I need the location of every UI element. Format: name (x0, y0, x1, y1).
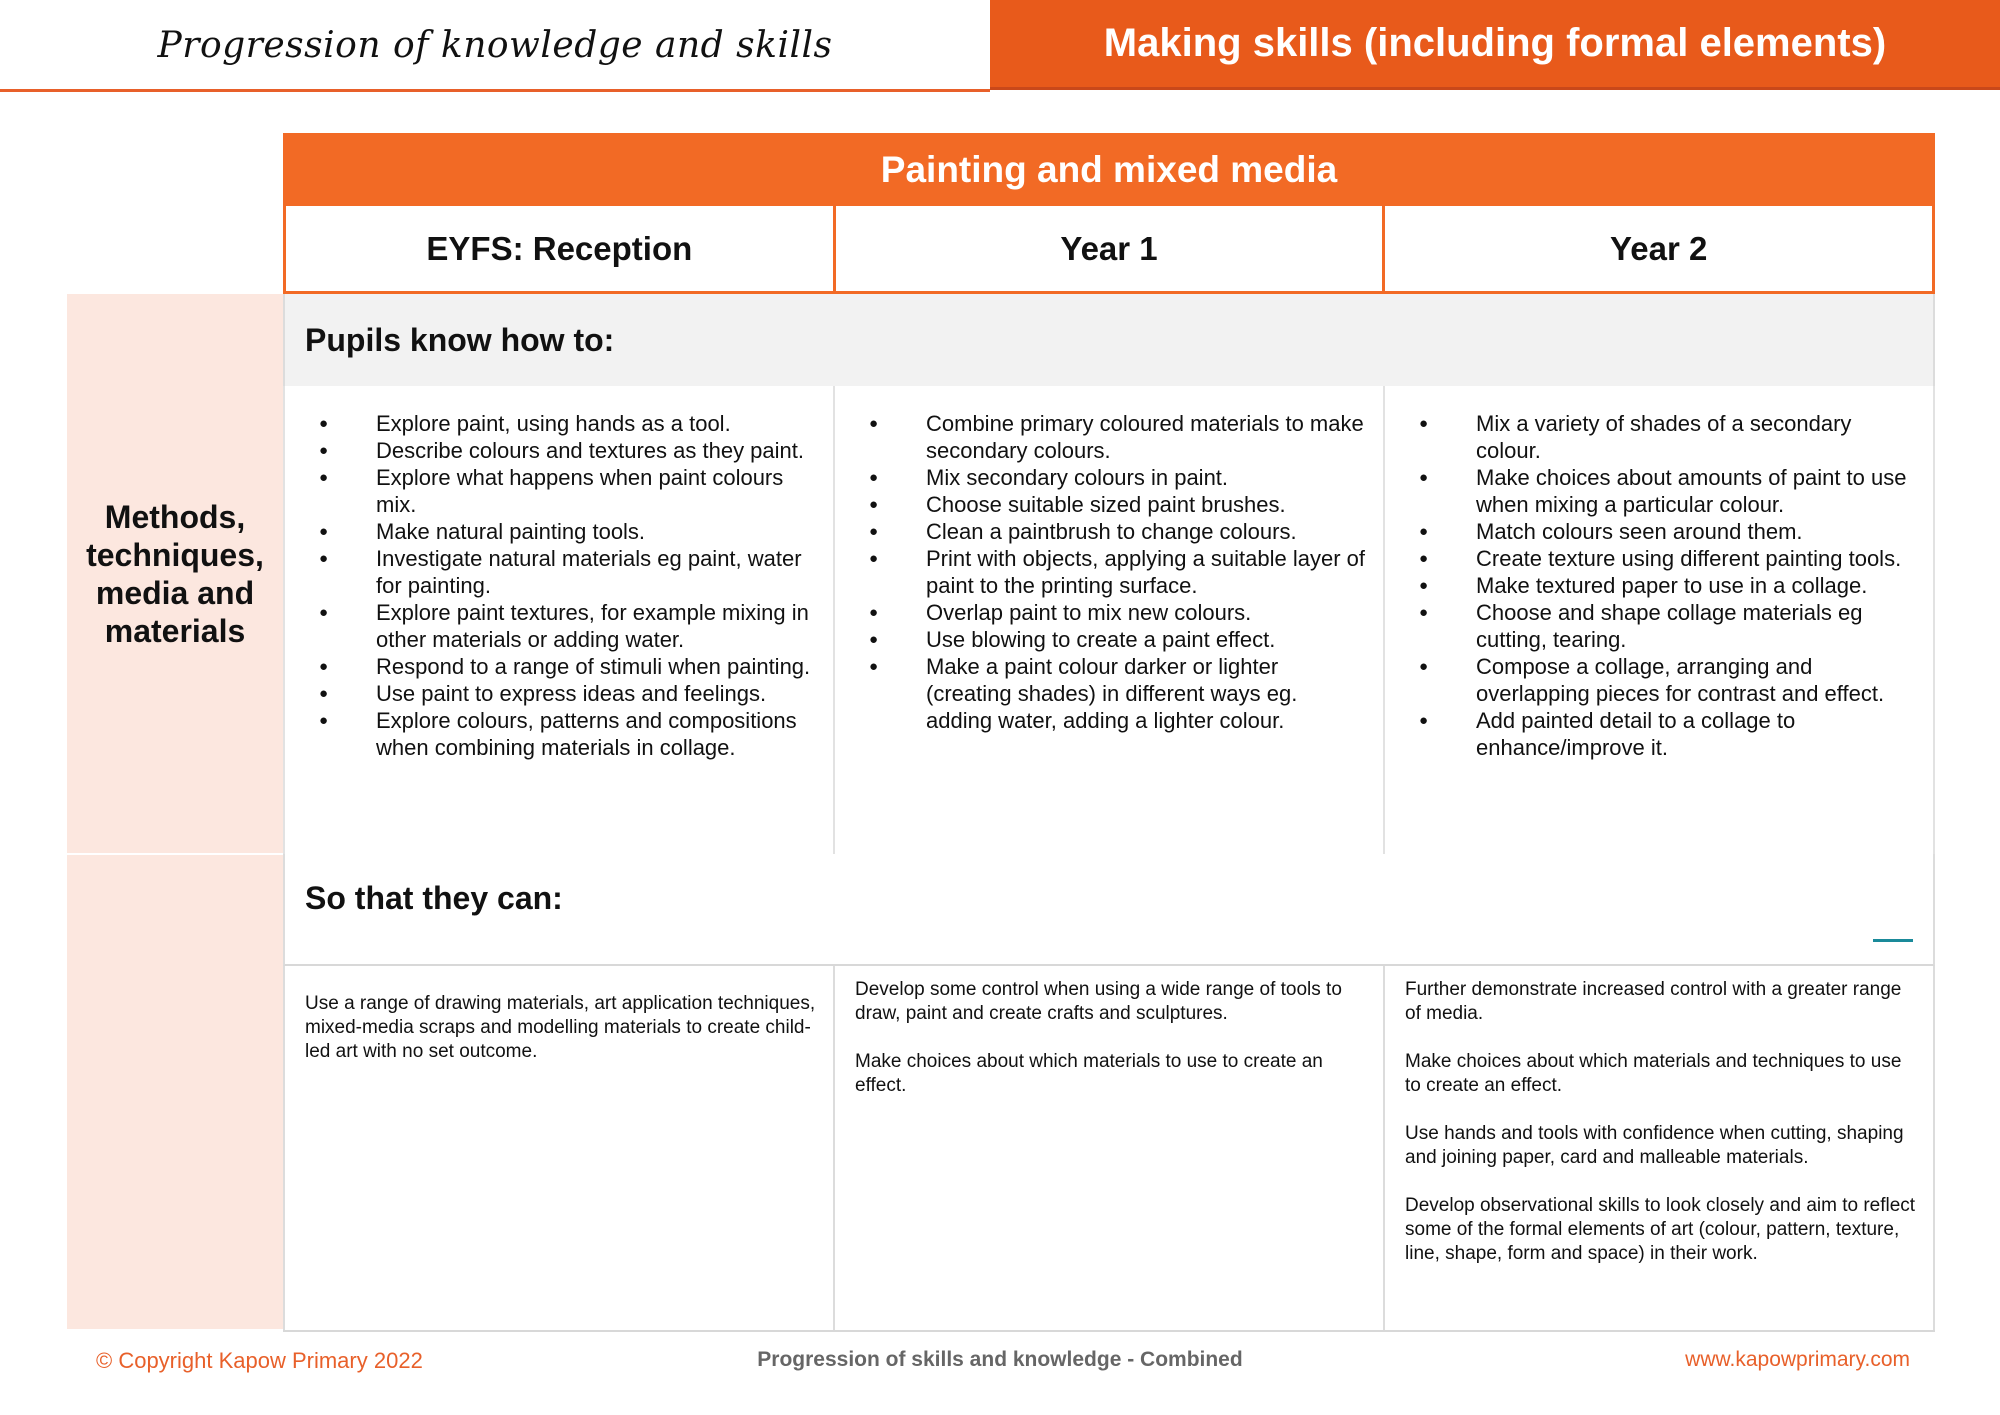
list-item: ● Make textured paper to use in a collage. (1419, 572, 1919, 599)
column-headers (283, 206, 1935, 294)
footer-document-name: Progression of skills and knowledge - Combined (757, 1348, 1243, 1371)
section-banner-text: Making skills (including formal elements) (1103, 21, 1887, 65)
so-that-heading-text: So that they can: (305, 880, 563, 916)
row-label: Methods, techniques, media and materials (86, 499, 264, 649)
list-item: ● Describe colours and textures as they paint. (319, 437, 819, 464)
list-item: ● Print with objects, applying a suitable layer of paint to the printing surface. (869, 545, 1369, 599)
skills-list-year-2 (1419, 410, 1919, 761)
pupils-know-heading: Pupils know how to: (283, 294, 1935, 386)
list-item: ● Match colours seen around them. (1419, 518, 1919, 545)
skills-list-reception (319, 410, 819, 761)
section-banner (990, 0, 2000, 90)
list-item: ● Explore what happens when paint colours mix. (319, 464, 819, 518)
list-item: ● Add painted detail to a collage to enhance/improve it. (1419, 707, 1919, 761)
skills-list-year-1 (869, 410, 1369, 734)
column-header-year-2: Year 2 (1382, 206, 1935, 294)
list-item: ● Create texture using different painting tools. (1419, 545, 1919, 572)
outcome-paragraph: Make choices about which materials and techniques to use to create an effect. (1405, 1051, 1902, 1096)
list-item: ● Choose and shape collage materials eg cutting, tearing. (1419, 599, 1919, 653)
list-item: ● Explore paint, using hands as a tool. (319, 410, 819, 437)
list-item: ● Use blowing to create a paint effect. (869, 626, 1369, 653)
list-item: ● Respond to a range of stimuli when painting. (319, 653, 819, 680)
outcome-cell-year-1 (833, 966, 1383, 1330)
list-item: ● Investigate natural materials eg paint, water for painting. (319, 545, 819, 599)
table-title: Painting and mixed media (283, 133, 1935, 206)
skills-cell-reception (283, 386, 833, 854)
list-item: ● Compose a collage, arranging and overlapping pieces for contrast and effect. (1419, 653, 1919, 707)
so-that-heading (283, 854, 1935, 966)
outcome-paragraph: Use a range of drawing materials, art application techniques, mixed-media scraps and modelling materials to create child-led art with no set outcome. (305, 993, 816, 1062)
list-item: ● Make choices about amounts of paint to use when mixing a particular colour. (1419, 464, 1919, 518)
list-item: ● Make a paint colour darker or lighter (creating shades) in different ways eg. adding water, adding a lighter colour. (869, 653, 1369, 734)
outcome-paragraph: Develop some control when using a wide range of tools to draw, paint and create crafts and sculptures. (855, 979, 1342, 1024)
outcome-paragraph: Use hands and tools with confidence when cutting, shaping and joining paper, card and malleable materials. (1405, 1123, 1904, 1168)
decorative-dash (1873, 939, 1913, 942)
header-divider (0, 89, 990, 92)
column-header-reception: EYFS: Reception (283, 206, 833, 294)
column-header-year-1: Year 1 (833, 206, 1383, 294)
row-label-divider (67, 853, 283, 855)
list-item: ● Make natural painting tools. (319, 518, 819, 545)
document-heading-text: Progression of knowledge and skills (157, 24, 833, 66)
footer-website-link[interactable]: www.kapowprimary.com (1685, 1348, 1910, 1371)
outcome-paragraph: Further demonstrate increased control with a greater range of media. (1405, 979, 1902, 1024)
outcome-paragraph: Develop observational skills to look closely and aim to reflect some of the formal elements of art (colour, pattern, texture, line, shape, form and space) in their work. (1405, 1195, 1916, 1264)
skills-cell-year-2 (1383, 386, 1935, 854)
outcomes-row (283, 966, 1935, 1332)
list-item: ● Explore paint textures, for example mixing in other materials or adding water. (319, 599, 819, 653)
list-item: ● Combine primary coloured materials to make secondary colours. (869, 410, 1369, 464)
outcome-paragraph: Make choices about which materials to use to create an effect. (855, 1051, 1323, 1096)
list-item: ● Choose suitable sized paint brushes. (869, 491, 1369, 518)
list-item: ● Mix a variety of shades of a secondary colour. (1419, 410, 1919, 464)
list-item: ● Explore colours, patterns and compositions when combining materials in collage. (319, 707, 819, 761)
list-item: ● Mix secondary colours in paint. (869, 464, 1369, 491)
skills-row (283, 386, 1935, 856)
list-item: ● Use paint to express ideas and feelings. (319, 680, 819, 707)
document-heading (0, 0, 990, 90)
outcome-cell-year-2 (1383, 966, 1935, 1330)
footer-copyright: © Copyright Kapow Primary 2022 (96, 1348, 423, 1373)
outcome-cell-reception (283, 966, 833, 1330)
list-item: ● Clean a paintbrush to change colours. (869, 518, 1369, 545)
list-item: ● Overlap paint to mix new colours. (869, 599, 1369, 626)
skills-cell-year-1 (833, 386, 1383, 854)
